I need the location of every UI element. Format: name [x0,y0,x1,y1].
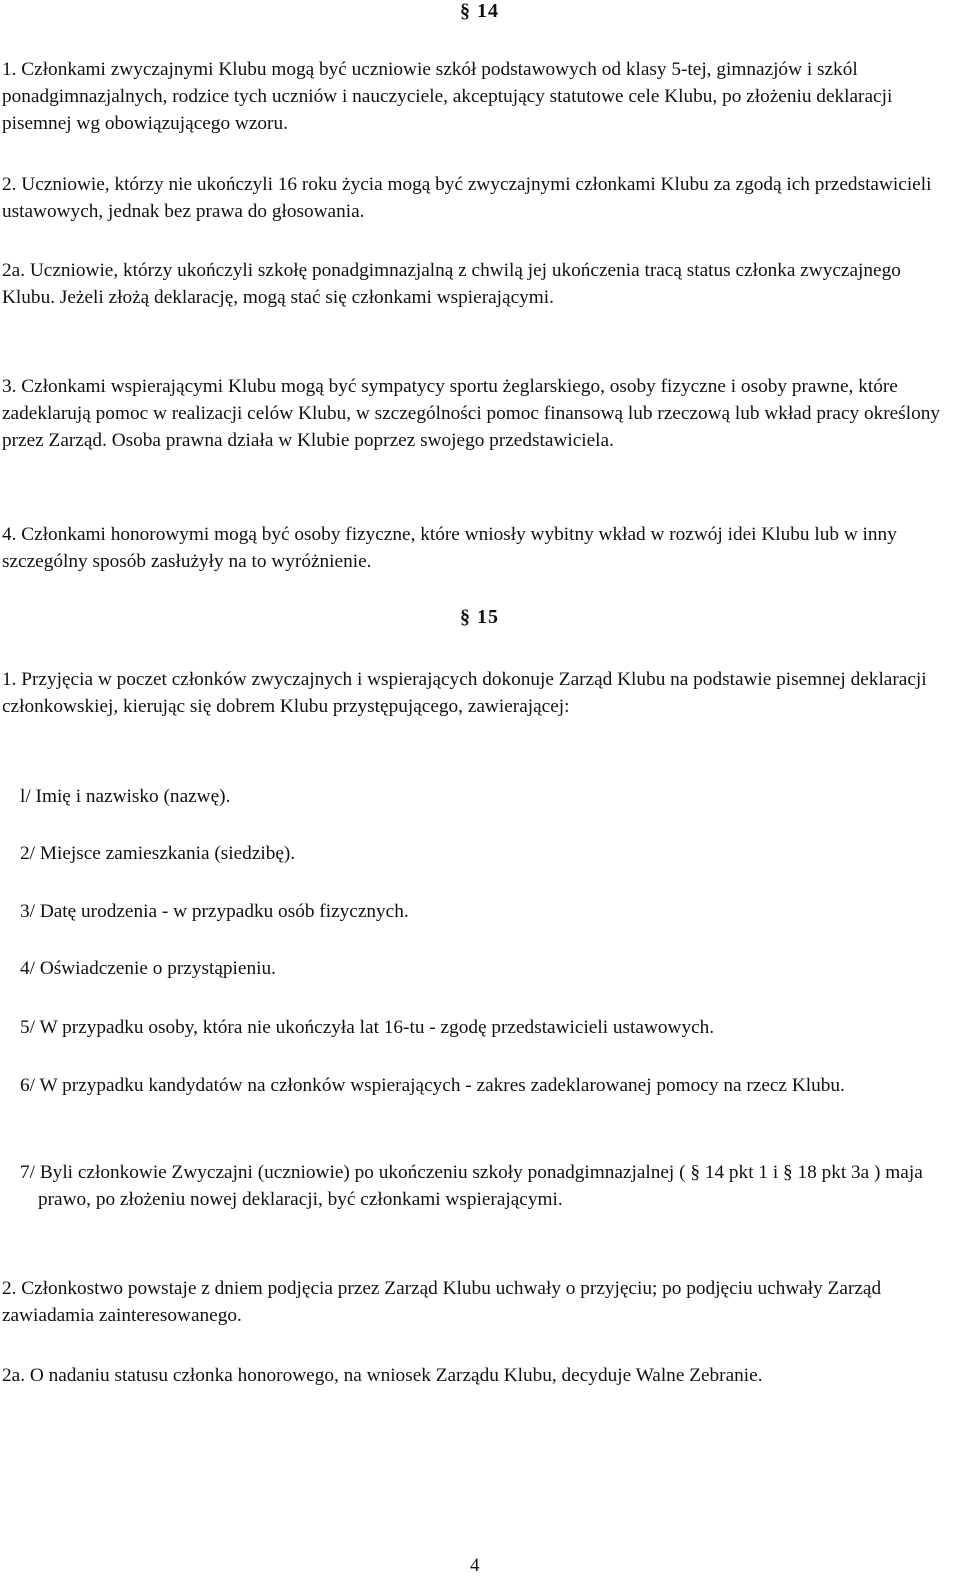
declaration-item-6: 6/ W przypadku kandydatów na członków wspierających - zakres zadeklarowanej pomocy na rzecz Klubu. [20,1075,845,1096]
section-14-paragraph-2: 2. Uczniowie, którzy nie ukończyli 16 roku życia mogą być zwyczajnymi członkami Klubu za zgodą ich przedstawicieli ustawowych, jednak bez prawa do głosowania. [2,174,932,222]
declaration-item-4: 4/ Oświadczenie o przystąpieniu. [20,958,276,979]
declaration-item-2: 2/ Miejsce zamieszkania (siedzibę). [20,843,296,864]
page-number: 4 [470,1555,480,1576]
section-14-paragraph-4: 4. Członkami honorowymi mogą być osoby fizyczne, które wniosły wybitny wkład w rozwój idei Klubu lub w inny szczególny sposób zasłużyły na to wyróżnienie. [2,524,897,572]
declaration-item-5: 5/ W przypadku osoby, która nie ukończyła lat 16-tu - zgodę przedstawicieli ustawowych. [20,1017,715,1038]
section-14-paragraph-3: 3. Członkami wspierającymi Klubu mogą być sympatycy sportu żeglarskiego, osoby fizyczne i osoby prawne, które zadeklarują pomoc w realizacji celów Klubu, w szczególności pomoc finansową lub rzeczową lub wkład pracy określony przez Zarząd. Osoba prawna działa w Klubie poprzez swojego przedstawiciela. [2,376,941,451]
declaration-item-1: l/ Imię i nazwisko (nazwę). [20,786,231,807]
section-14-paragraph-2a: 2a. Uczniowie, którzy ukończyli szkołę ponadgimnazjalną z chwilą jej ukończenia tracą status członka zwyczajnego Klubu. Jeżeli złożą deklarację, mogą stać się członkami wspierającymi. [2,260,901,308]
section-15-paragraph-2: 2. Członkostwo powstaje z dniem podjęcia przez Zarząd Klubu uchwały o przyjęciu; po podjęciu uchwały Zarząd zawiadamia zainteresowanego. [2,1278,882,1326]
section-15-heading: § 15 [460,606,499,628]
declaration-item-7: 7/ Byli członkowie Zwyczajni (uczniowie) po ukończeniu szkoły ponadgimnazjalnej ( § 14 pkt 1 i § 18 pkt 3a ) maja prawo, po złożeniu nowej deklaracji, być członkami wspierającymi. [20,1162,923,1210]
section-14-heading: § 14 [460,0,499,22]
declaration-item-3: 3/ Datę urodzenia - w przypadku osób fizycznych. [20,901,409,922]
section-14-paragraph-1: 1. Członkami zwyczajnymi Klubu mogą być uczniowie szkół podstawowych od klasy 5-tej, gimnazjów i szkól ponadgimnazjalnych, rodzice tych uczniów i nauczyciele, akceptujący statutowe cele Klubu, po złożeniu deklaracji pisemnej wg obowiązującego wzoru. [2,59,893,134]
section-15-paragraph-2a: 2a. O nadaniu statusu członka honorowego, na wniosek Zarządu Klubu, decyduje Walne Zebranie. [2,1365,763,1386]
section-15-paragraph-1: 1. Przyjęcia w poczet członków zwyczajnych i wspierających dokonuje Zarząd Klubu na podstawie pisemnej deklaracji członkowskiej, kierując się dobrem Klubu przystępującego, zawierającej: [2,669,927,717]
